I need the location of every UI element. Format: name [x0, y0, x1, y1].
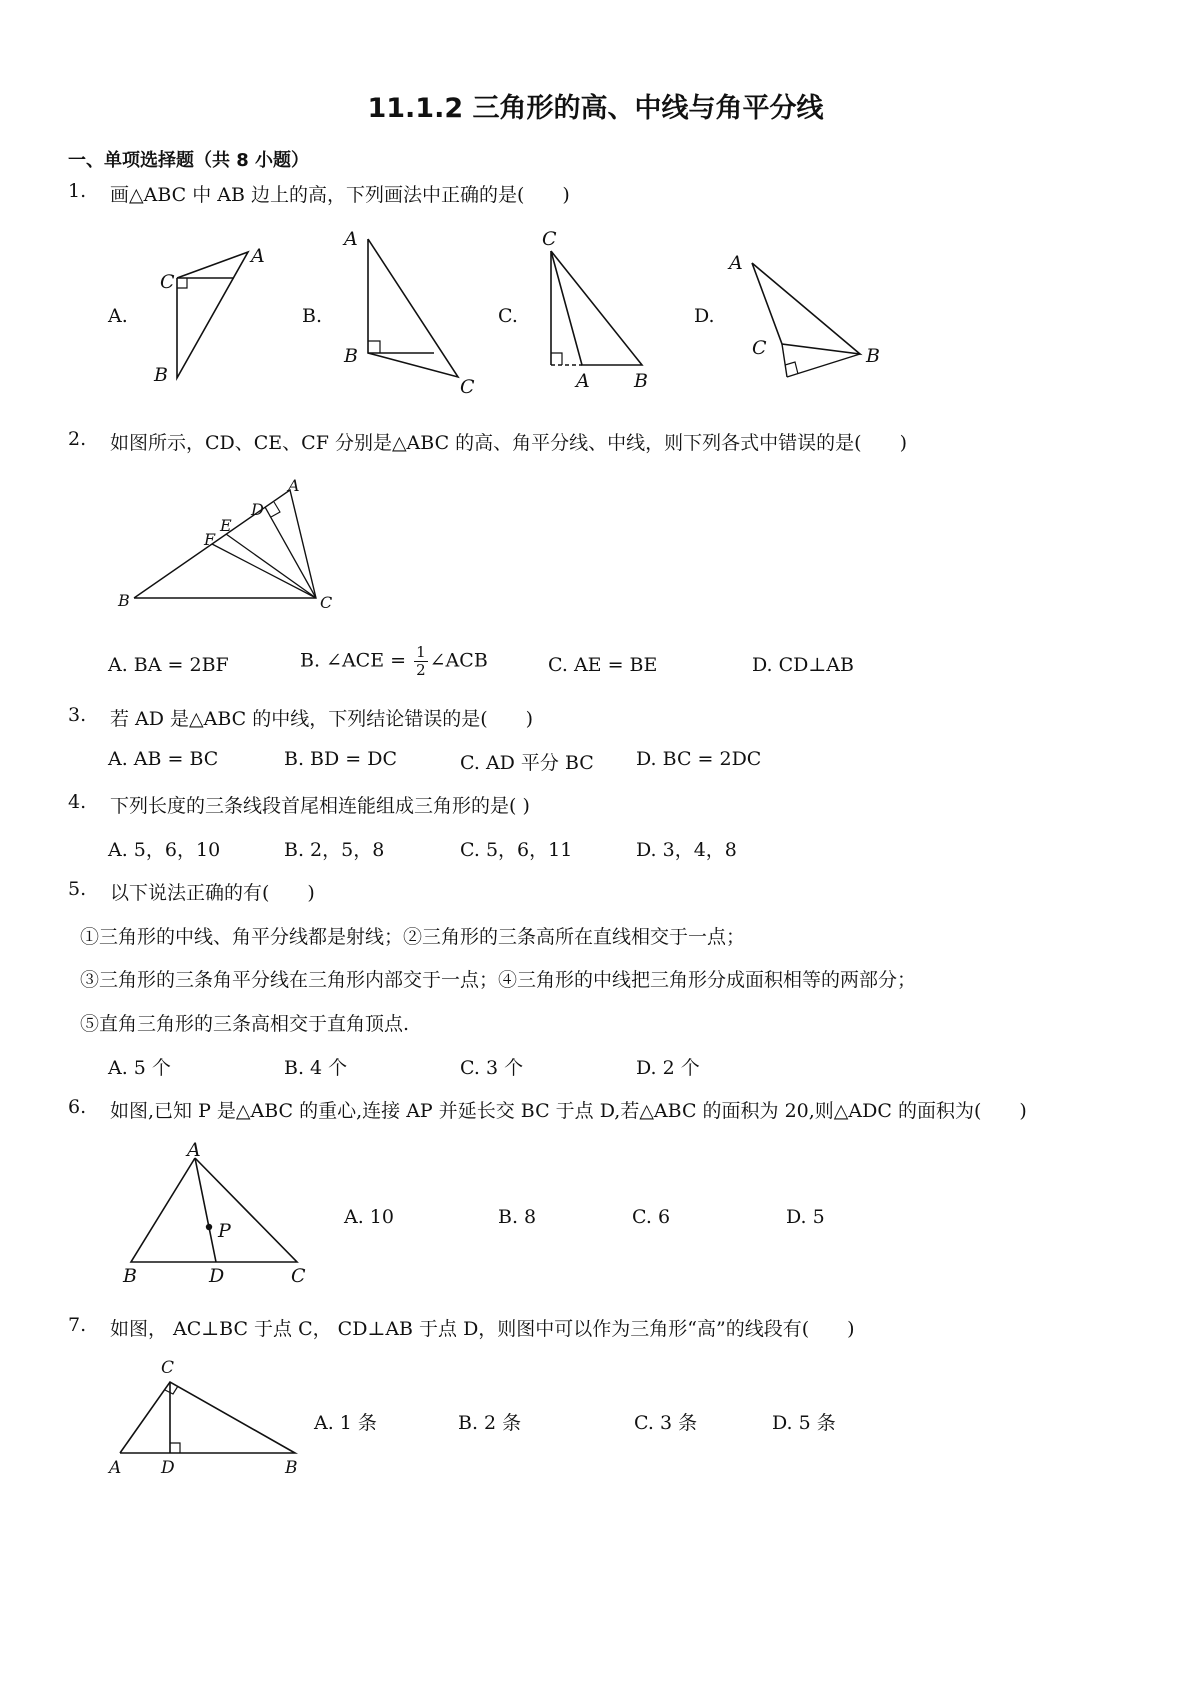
vertex-label-b: B [118, 591, 130, 610]
option-d: D. 2 个 [636, 1057, 700, 1079]
point-label-d: D [209, 1265, 225, 1287]
q1-figure-b [340, 225, 490, 400]
section-heading: 一、单项选择题（共 8 小题） [68, 150, 310, 171]
question-text: 如图,已知 P 是△ABC 的重心,连接 AP 并延长交 BC 于点 D,若△ABC 的面积为 20,则△ADC 的面积为( ) [110, 1100, 1027, 1122]
vertex-label-c: C [320, 593, 333, 612]
vertex-label-a: A [288, 476, 300, 495]
option-a: A. 10 [344, 1206, 394, 1228]
q2-figure [110, 475, 350, 620]
option-b: B. ∠ACE = $\frac{1}{2}$ ∠ACB [300, 643, 488, 679]
option-c: C. AD 平分 BC [460, 752, 594, 774]
statement-line: ⑤直角三角形的三条高相交于直角顶点. [80, 1013, 410, 1035]
vertex-label-a: A [576, 370, 590, 392]
vertex-label-e: E [220, 516, 232, 535]
vertex-label-c: C [160, 271, 175, 293]
question-number: 1. [68, 180, 87, 202]
question-number: 2. [68, 428, 87, 450]
option-d-label: D. [694, 305, 715, 327]
vertex-label-a: A [109, 1458, 122, 1478]
option-d: D. 5 [786, 1206, 825, 1228]
q1-figure-d [726, 250, 896, 390]
option-d: D. 3，4，8 [636, 839, 737, 861]
point-label-p: P [218, 1220, 231, 1242]
question-text: 若 AD 是△ABC 的中线，下列结论错误的是( ) [110, 708, 534, 730]
option-d: D. 5 条 [772, 1412, 836, 1434]
vertex-label-b: B [634, 370, 648, 392]
vertex-label-c: C [161, 1358, 175, 1378]
option-a: A. 5 个 [108, 1057, 171, 1079]
vertex-label-a: A [251, 245, 265, 267]
page-title: 11.1.2 三角形的高、中线与角平分线 [367, 93, 824, 124]
option-c: C. 5，6，11 [460, 839, 573, 861]
option-d: D. BC = 2DC [636, 748, 762, 770]
option-c: C. 3 个 [460, 1057, 524, 1079]
option-a: A. 5，6，10 [108, 839, 221, 861]
q6-figure [115, 1138, 325, 1288]
question-text: 如图所示，CD、CE、CF 分别是△ABC 的高、角平分线、中线，则下列各式中错误的是( ) [110, 432, 907, 454]
option-a: A. BA = 2BF [108, 654, 229, 676]
vertex-label-d: D [251, 500, 264, 519]
option-c-label: C. [498, 305, 518, 327]
option-a: A. 1 条 [314, 1412, 377, 1434]
vertex-label-b: B [866, 345, 880, 367]
option-b: B. 4 个 [284, 1057, 348, 1079]
vertex-label-b: B [285, 1458, 298, 1478]
option-d: D. CD⊥AB [752, 654, 854, 676]
q1-figure-a [140, 240, 280, 390]
question-text: 以下说法正确的有( ) [110, 882, 315, 904]
option-a-label: A. [108, 305, 128, 327]
option-b: B. BD = DC [284, 748, 398, 770]
vertex-label-b: B [123, 1265, 137, 1287]
q1-figure-c [530, 225, 670, 395]
vertex-label-a: A [729, 252, 743, 274]
option-b-label: B. [302, 305, 323, 327]
question-number: 4. [68, 791, 87, 813]
vertex-label-a: A [344, 228, 358, 250]
vertex-label-b: B [154, 364, 168, 386]
vertex-label-c: C [542, 228, 557, 250]
option-c: C. 3 条 [634, 1412, 698, 1434]
question-text: 画△ABC 中 AB 边上的高，下列画法中正确的是( ) [110, 184, 570, 206]
question-number: 6. [68, 1096, 87, 1118]
question-number: 3. [68, 704, 87, 726]
vertex-label-c: C [460, 376, 475, 398]
vertex-label-a: A [187, 1139, 201, 1161]
vertex-label-c: C [291, 1265, 306, 1287]
option-b: B. 8 [498, 1206, 537, 1228]
q7-figure [105, 1355, 315, 1480]
question-number: 5. [68, 878, 87, 900]
statement-line: ③三角形的三条角平分线在三角形内部交于一点；④三角形的中线把三角形分成面积相等的两部分； [80, 969, 917, 991]
vertex-label-c: C [752, 337, 767, 359]
option-c: C. AE = BE [548, 654, 658, 676]
point-label-d: D [161, 1458, 175, 1478]
option-c: C. 6 [632, 1206, 671, 1228]
statement-line: ①三角形的中线、角平分线都是射线；②三角形的三条高所在直线相交于一点； [80, 926, 746, 948]
option-b: B. 2 条 [458, 1412, 522, 1434]
question-text: 如图， AC⊥BC 于点 C， CD⊥AB 于点 D，则图中可以作为三角形“高”的线段有( ) [110, 1318, 855, 1340]
vertex-label-f: F [204, 530, 216, 549]
question-number: 7. [68, 1314, 87, 1336]
option-b: B. 2，5，8 [284, 839, 385, 861]
option-a: A. AB = BC [108, 748, 219, 770]
vertex-label-b: B [344, 345, 358, 367]
question-text: 下列长度的三条线段首尾相连能组成三角形的是( ) [110, 795, 530, 817]
